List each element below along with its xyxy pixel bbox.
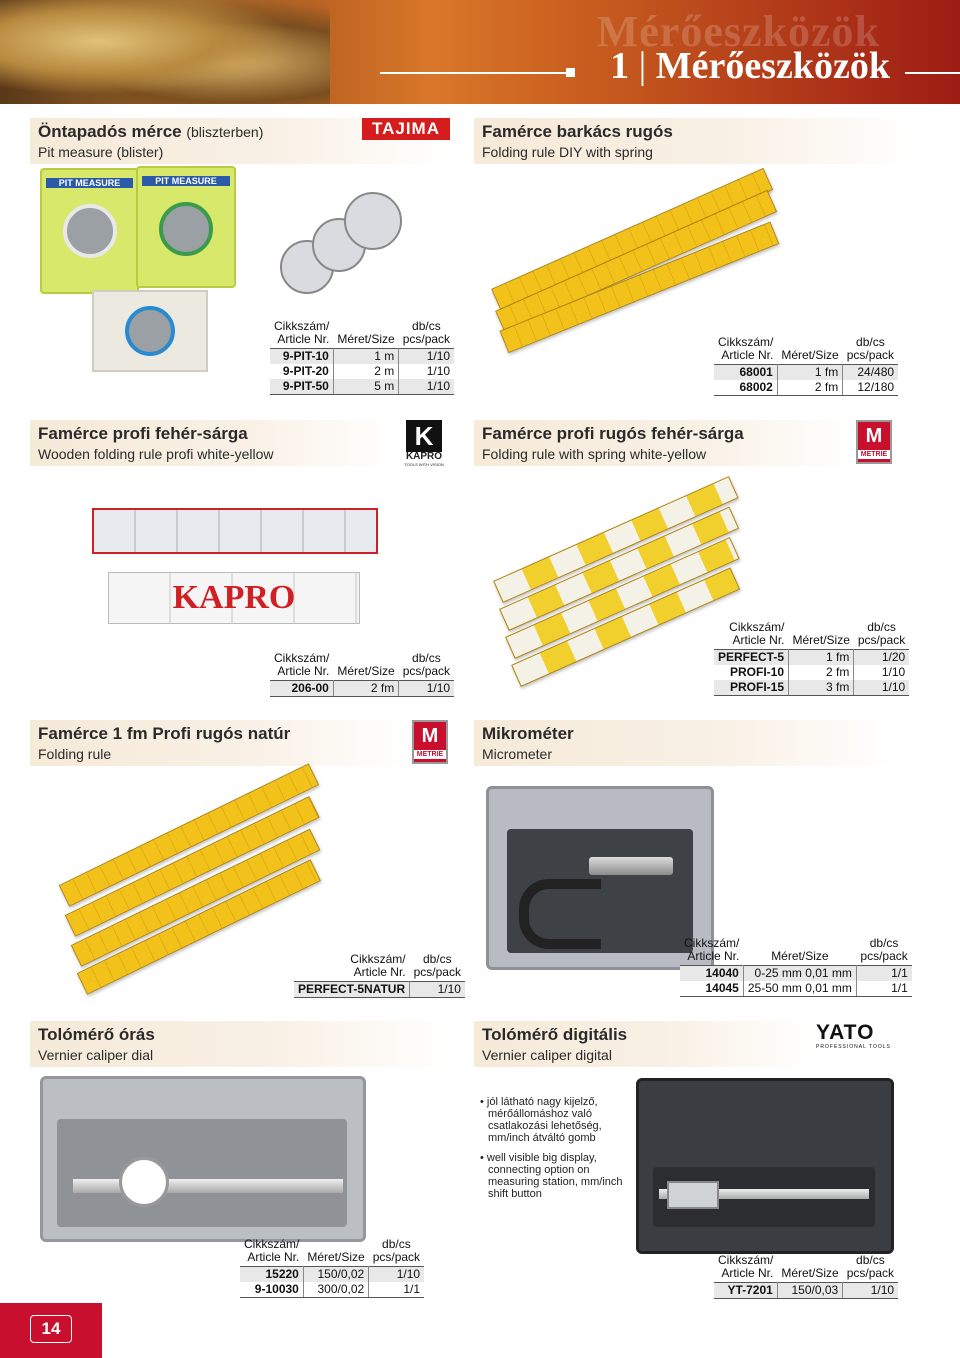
header-ghost-title: Mérőeszközök (596, 7, 880, 56)
col-pack: db/cs pcs/pack (846, 335, 895, 362)
product-image-rule-natur (60, 780, 340, 980)
col-pack: db/cs pcs/pack (846, 1253, 895, 1280)
section-title: Famérce barkács rugós (482, 122, 673, 141)
col-size: Méret/Size (781, 1266, 839, 1280)
section-header-spring-white-yellow (474, 420, 854, 466)
header-title: 1 | Mérőeszközök (610, 45, 890, 87)
col-size: Méret/Size (337, 332, 395, 346)
product-image-blister-1m: PIT MEASURE (40, 168, 139, 294)
table-row: 9-PIT-50 5 m 1/10 (270, 379, 454, 395)
feature-item-hu: • jól látható nagy kijelző, mérőállomáshoz való csatlakozási lehetőség, mm/inch átváltó gomb (480, 1096, 602, 1144)
table-row: YT-7201 150/0,03 1/10 (714, 1283, 898, 1299)
section-subtitle: Vernier caliper dial (38, 1047, 154, 1063)
yato-logo: YATO PROFESSIONAL TOOLS (816, 1021, 891, 1050)
header-rule (380, 72, 570, 74)
header-bullet (566, 68, 575, 77)
col-article: Cikkszám/ Article Nr. (244, 1237, 300, 1264)
product-image-caliper-digital-case (636, 1078, 894, 1254)
section-title: Tolómérő órás (38, 1025, 155, 1044)
header-photo (0, 0, 330, 104)
table-row: PERFECT-5 1 fm 1/20 (714, 650, 909, 666)
table-wooden-profi (270, 652, 454, 697)
table-row: PERFECT-5NATUR 1/10 (294, 982, 465, 998)
product-image-kapro-rule-packed (92, 508, 378, 554)
section-subtitle: Micrometer (482, 746, 553, 762)
product-image-caliper-dial-case (40, 1076, 366, 1242)
table-pit-measure (270, 320, 454, 395)
col-pack: db/cs pcs/pack (857, 620, 906, 647)
table-spring-white-yellow (714, 621, 909, 696)
metrie-logo: M METRIE (856, 420, 892, 464)
section-title: Famérce profi fehér-sárga (38, 424, 248, 443)
table-folding-rule-diy (714, 336, 898, 396)
table-micrometer (680, 937, 912, 997)
col-article: Cikkszám/ Article Nr. (274, 651, 330, 678)
section-header-caliper-digital (474, 1021, 814, 1067)
col-size: Méret/Size (781, 348, 839, 362)
kapro-logo: K KAPRO TOOLS WITH VISION (404, 421, 444, 467)
product-image-blister-5m: PIT MEASURE (136, 166, 236, 288)
table-row: 9-PIT-10 1 m 1/10 (270, 349, 454, 365)
section-title: Famérce 1 fm Profi rugós natúr (38, 724, 291, 743)
product-image-blister-2m (92, 290, 208, 372)
col-pack: db/cs pcs/pack (413, 952, 461, 979)
product-image-folding-rule-diy (490, 170, 790, 340)
table-row: 9-10030 300/0,02 1/1 (240, 1282, 424, 1298)
col-size: Méret/Size (792, 633, 850, 647)
table-row: 206-00 2 fm 1/10 (270, 681, 454, 697)
col-article: Cikkszám/ Article Nr. (684, 936, 740, 963)
table-row: 15220 150/0,02 1/10 (240, 1267, 424, 1283)
col-size: Méret/Size (307, 1250, 365, 1264)
section-subtitle: Folding rule (38, 746, 112, 762)
feature-item-en: • well visible big display, connecting option on measuring station, mm/inch shift button (480, 1152, 623, 1200)
product-image-rule-white-yellow (490, 480, 750, 690)
table-row: 14045 25-50 mm 0,01 mm 1/1 (680, 981, 912, 997)
section-header-micrometer (474, 720, 894, 766)
section-title: Famérce profi rugós fehér-sárga (482, 424, 744, 443)
product-image-pit-tapes (280, 192, 408, 290)
section-title: Öntapadós mérce (38, 122, 182, 141)
col-article: Cikkszám/ Article Nr. (729, 620, 785, 647)
header-divider (0, 104, 960, 107)
section-header-natur (30, 720, 405, 766)
col-article: Cikkszám/ Article Nr. (274, 319, 330, 346)
section-title: Tolómérő digitális (482, 1025, 628, 1044)
table-row: 68001 1 fm 24/480 (714, 365, 898, 381)
col-article: Cikkszám/ Article Nr. (718, 335, 774, 362)
col-pack: db/cs pcs/pack (372, 1237, 421, 1264)
table-row: 9-PIT-20 2 m 1/10 (270, 364, 454, 379)
section-subtitle: Pit measure (blister) (38, 144, 164, 160)
feature-list (480, 1096, 630, 1208)
page-number: 14 (30, 1315, 72, 1343)
section-title: Mikrométer (482, 724, 574, 743)
col-pack: db/cs pcs/pack (860, 936, 908, 963)
col-article: Cikkszám/ Article Nr. (350, 952, 406, 979)
col-pack: db/cs pcs/pack (402, 319, 451, 346)
table-row: 68002 2 fm 12/180 (714, 380, 898, 396)
col-pack: db/cs pcs/pack (402, 651, 451, 678)
table-row: PROFI-15 3 fm 1/10 (714, 680, 909, 696)
section-subtitle: Folding rule with spring white-yellow (482, 446, 707, 462)
section-subtitle: Folding rule DIY with spring (482, 144, 653, 160)
col-article: Cikkszám/ Article Nr. (718, 1253, 774, 1280)
section-title-note: (bliszterben) (186, 124, 264, 140)
section-subtitle: Wooden folding rule profi white-yellow (38, 446, 274, 462)
section-header-folding-rule-diy (474, 118, 914, 164)
table-row: 14040 0-25 mm 0,01 mm 1/1 (680, 966, 912, 982)
table-caliper-dial (240, 1238, 424, 1298)
table-row: PROFI-10 2 fm 1/10 (714, 665, 909, 680)
col-size: Méret/Size (337, 664, 395, 678)
col-size: Méret/Size (771, 949, 829, 963)
section-header-wooden-profi (30, 420, 395, 466)
tajima-logo: TAJIMA (362, 118, 450, 140)
section-subtitle: Vernier caliper digital (482, 1047, 612, 1063)
section-header-caliper-dial (30, 1021, 450, 1067)
header-rule-right (905, 72, 960, 74)
product-image-kapro-rule: KAPRO (108, 572, 360, 624)
metrie-logo: M METRIE (412, 720, 448, 764)
table-natur (294, 953, 465, 998)
table-caliper-digital (714, 1254, 898, 1299)
